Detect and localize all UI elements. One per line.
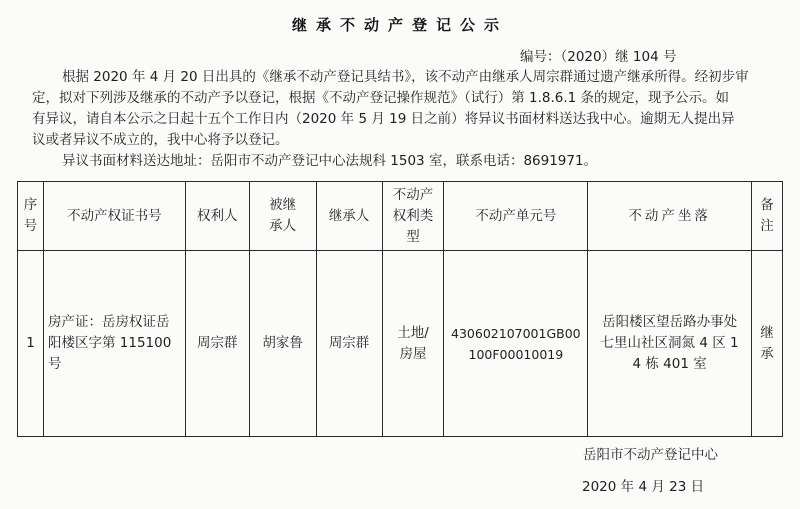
table-row bbox=[18, 251, 783, 437]
document-number: 编号：（2020）继 104 号 bbox=[520, 49, 677, 65]
header-cert-no: 不动产权证书号 bbox=[43, 182, 185, 251]
cell-unit-no: 430602107001GB00100F00010019 bbox=[444, 251, 588, 437]
cell-right-type: 土地/房屋 bbox=[382, 251, 444, 437]
cell-remark: 继承 bbox=[751, 251, 782, 437]
notice-paragraph-line-2: 定，拟对下列涉及继承的不动产予以登记，根据《不动产登记操作规范》（试行）第 1.8.6.1 条的规定，现予公示。如 bbox=[32, 90, 730, 106]
table-header-row bbox=[18, 182, 783, 251]
notice-paragraph-line-1: 根据 2020 年 4 月 20 日出具的《继承不动产登记具结书》，该不动产由继承人周宗群通过遗产继承所得。经初步审 bbox=[62, 69, 749, 85]
cell-seq: 1 bbox=[18, 251, 44, 437]
notice-title: 继承不动产登记公示 bbox=[291, 16, 508, 34]
notice-paragraph-line-3: 有异议，请自本公示之日起十五个工作日内（2020 年 5 月 19 日之前）将异议书面材料送达我中心。逾期无人提出异 bbox=[32, 111, 735, 127]
cell-owner: 周宗群 bbox=[185, 251, 249, 437]
cell-location: 岳阳楼区望岳路办事处七里山社区洞氮 4 区 14 栋 401 室 bbox=[588, 251, 752, 437]
issuing-organization: 岳阳市不动产登记中心 bbox=[583, 447, 718, 463]
header-remark: 备注 bbox=[751, 182, 782, 251]
header-location: 不动产坐落 bbox=[588, 182, 752, 251]
notice-paragraph-line-4: 议或者异议不成立的，我中心将予以登记。 bbox=[32, 132, 289, 148]
header-unit-no: 不动产单元号 bbox=[444, 182, 588, 251]
header-seq: 序号 bbox=[18, 182, 44, 251]
objection-address-line: 异议书面材料送达地址：岳阳市不动产登记中心法规科 1503 室，联系电话：8691971。 bbox=[62, 153, 598, 169]
header-deceased: 被继承人 bbox=[249, 182, 316, 251]
issue-date: 2020 年 4 月 23 日 bbox=[582, 479, 705, 495]
cell-cert-no: 房产证：岳房权证岳阳楼区字第 115100号 bbox=[43, 251, 185, 437]
cell-deceased: 胡家鲁 bbox=[249, 251, 316, 437]
header-right-type: 不动产权利类型 bbox=[382, 182, 444, 251]
header-heir: 继承人 bbox=[316, 182, 382, 251]
registration-table bbox=[17, 181, 783, 437]
header-owner: 权利人 bbox=[185, 182, 249, 251]
cell-heir: 周宗群 bbox=[316, 251, 382, 437]
